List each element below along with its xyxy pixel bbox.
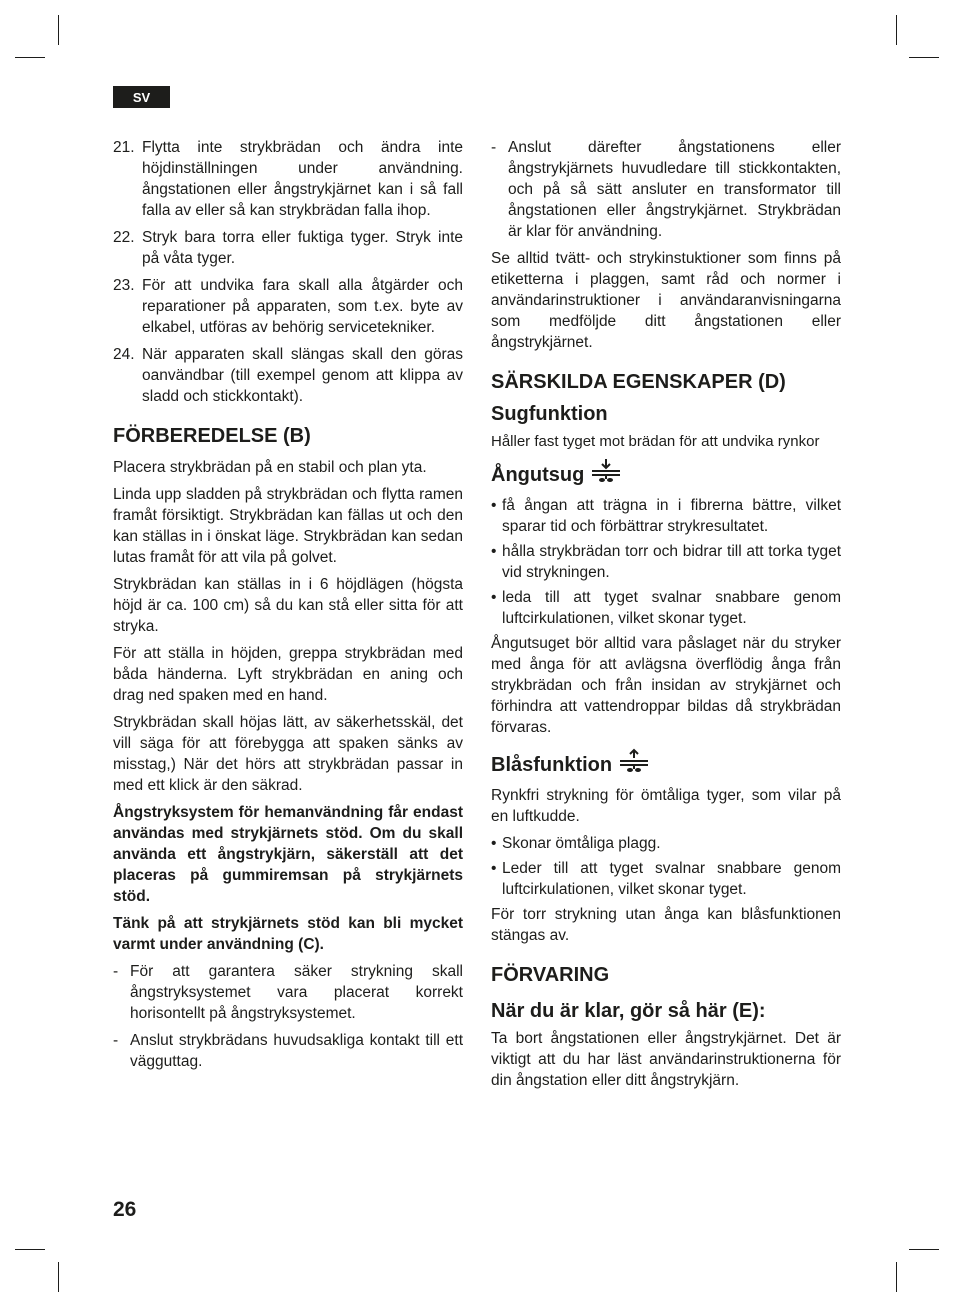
- item-text: Anslut därefter ångstationens eller ångstrykjärnets huvudledare till stickkontakten, och på så sätt ansluter en transformator till ångstationen eller ångstrykjärnet. Strykbrädan är klar för användning.: [508, 139, 841, 240]
- paragraph: Linda upp sladden på strykbrädan och flytta ramen framåt försiktigt. Strykbrädan kan fällas ut och den kan ställas in i önskat läge. Strykbrädan kan sedan lutas framåt för att vila på golvet.: [113, 486, 463, 566]
- item-text: Anslut strykbrädans huvudsakliga kontakt till ett vägguttag.: [130, 1032, 463, 1070]
- paragraph: Ta bort ångstationen eller ångstrykjärnet. Det är viktigt att du har läst användarinstruktionerna för din ångstation eller ditt ångstrykjärn.: [491, 1030, 841, 1089]
- crop-mark-top-left-v: [58, 15, 59, 45]
- paragraph: För torr strykning utan ånga kan blåsfunktionen stängas av.: [491, 906, 841, 944]
- bullet-marker: •: [491, 497, 497, 514]
- bullet-marker: •: [491, 589, 497, 606]
- paragraph: Rynkfri strykning för ömtåliga tyger, som vilar på en luftkudde.: [491, 787, 841, 825]
- warning-paragraph: Ångstryksystem för hemanvändning får endast användas med strykjärnets stöd. Om du skall använda ett ångstrykjärn, säkerställ att det placeras på gummiremsan på strykjärnets stöd.: [113, 804, 463, 905]
- item-text: få ångan att trägna in i fibrerna bättre, vilket sparar tid och förbättrar strykresultatet.: [502, 497, 841, 535]
- blow-function-icon: [618, 748, 650, 781]
- item-text: För att undvika fara skall alla åtgärder och reparationer på apparaten, som t.ex. byte av elkabel, utföras av behörig servicetekniker.: [142, 277, 463, 336]
- item-number: 21.: [113, 139, 135, 156]
- bullet-list-item: [491, 833, 841, 854]
- section-heading-preparation: FÖRBEREDELSE (B): [113, 425, 311, 447]
- subheading-steam-extraction: [491, 458, 841, 491]
- crop-mark-bottom-left-h: [15, 1249, 45, 1250]
- item-number: 24.: [113, 346, 135, 363]
- paragraph: För att ställa in höjden, greppa strykbrädan med båda händerna. Lyft strykbrädan en aning och drag ned spaken med en hand.: [113, 645, 463, 704]
- subheading-when-done: När du är klar, gör så här (E):: [491, 1000, 766, 1022]
- dash-list-item: [491, 137, 841, 242]
- paragraph: Ångutsuget bör alltid vara påslaget när du stryker med ånga för att avlägsna överflödig ånga från strykbrädan och från insidan av strykjärnet och förhindra att vattendroppar bildas då strykbrädan förvaras.: [491, 635, 841, 736]
- crop-mark-bottom-right-v: [896, 1262, 897, 1292]
- subheading-label: Ångutsug: [491, 463, 585, 486]
- left-column: [113, 137, 463, 1078]
- item-text: Stryk bara torra eller fuktiga tyger. Stryk inte på våta tyger.: [142, 229, 463, 267]
- item-text: När apparaten skall slängas skall den göras oanvändbar (till exempel genom att klippa av sladd och stickkontakt).: [142, 346, 463, 405]
- list-item: [113, 344, 463, 407]
- item-text: hålla strykbrädan torr och bidrar till att torka tyget vid strykningen.: [502, 543, 841, 581]
- subheading-label: Blåsfunktion: [491, 753, 613, 776]
- steam-extraction-icon: [590, 458, 622, 491]
- section-heading-storage: FÖRVARING: [491, 964, 610, 986]
- subheading-suction: Sugfunktion: [491, 403, 608, 425]
- paragraph: Strykbrädan kan ställas in i 6 höjdlägen (högsta höjd är ca. 100 cm) så du kan stå eller sitta för att stryka.: [113, 576, 463, 635]
- dash-marker: -: [113, 1032, 119, 1049]
- item-text: Flytta inte strykbrädan och ändra inte höjdinställningen under användning. ångstationen eller ångstrykjärnet kan i så fall falla av eller så kan strykbrädan falla ihop.: [142, 139, 463, 219]
- bullet-marker: •: [491, 860, 497, 877]
- dash-marker: -: [113, 963, 119, 980]
- paragraph: Placera strykbrädan på en stabil och plan yta.: [113, 459, 427, 476]
- bullet-list-item: [491, 495, 841, 537]
- section-heading-special-features: SÄRSKILDA EGENSKAPER (D): [491, 371, 786, 393]
- item-text: Skonar ömtåliga plagg.: [502, 835, 661, 852]
- item-text: För att garantera säker strykning skall ångstryksystemet vara placerat korrekt horisontellt på ångstryksystemet.: [130, 963, 463, 1022]
- list-item: [113, 227, 463, 269]
- bullet-list-item: [491, 587, 841, 629]
- paragraph: Strykbrädan skall höjas lätt, av säkerhetsskäl, det vill säga för att förebygga att spaken sänks av misstag,) När det hörs att strykbrädan passar in med ett klick är den säkrad.: [113, 714, 463, 794]
- paragraph: Håller fast tyget mot brädan för att undvika rynkor: [491, 433, 820, 450]
- list-item: [113, 137, 463, 221]
- right-column: [491, 137, 841, 1097]
- bullet-marker: •: [491, 835, 497, 852]
- item-text: Leder till att tyget svalnar snabbare genom luftcirkulationen, vilket skonar tyget.: [502, 860, 841, 898]
- item-text: leda till att tyget svalnar snabbare genom luftcirkulationen, vilket skonar tyget.: [502, 589, 841, 627]
- bullet-list-item: [491, 541, 841, 583]
- crop-mark-bottom-left-v: [58, 1262, 59, 1292]
- item-number: 23.: [113, 277, 135, 294]
- list-item: [113, 275, 463, 338]
- page-number: 26: [113, 1198, 137, 1221]
- paragraph: Se alltid tvätt- och strykinstuktioner som finns på etiketterna i plaggen, samt råd och normer i användarinstruktioner i användaranvisningarna som medföljde ditt ångstationen eller ångstrykjärnet.: [491, 250, 841, 351]
- crop-mark-top-right-h: [909, 57, 939, 58]
- dash-marker: -: [491, 139, 497, 156]
- bullet-list-item: [491, 858, 841, 900]
- dash-list-item: [113, 1030, 463, 1072]
- language-badge: SV: [113, 86, 170, 108]
- warning-paragraph: Tänk på att strykjärnets stöd kan bli mycket varmt under användning (C).: [113, 915, 463, 953]
- dash-list-item: [113, 961, 463, 1024]
- item-number: 22.: [113, 229, 135, 246]
- crop-mark-bottom-right-h: [909, 1249, 939, 1250]
- crop-mark-top-right-v: [896, 15, 897, 45]
- crop-mark-top-left-h: [15, 57, 45, 58]
- subheading-blow-function: [491, 748, 841, 781]
- bullet-marker: •: [491, 543, 497, 560]
